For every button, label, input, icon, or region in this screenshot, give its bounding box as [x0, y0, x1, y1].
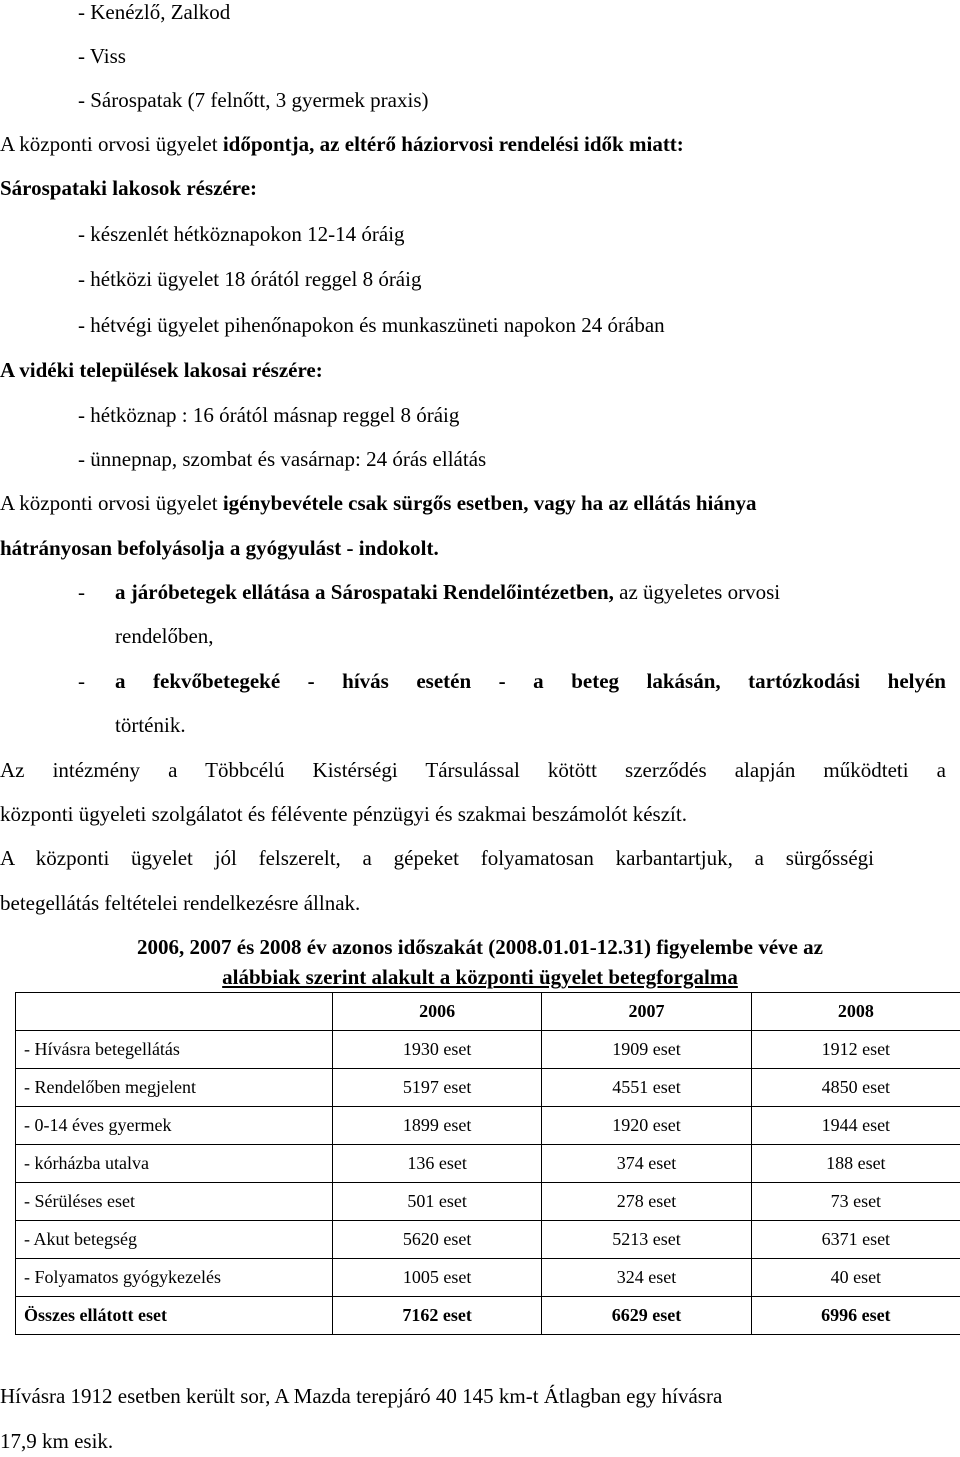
list-item-hetvegi-ugyelet: - hétvégi ügyelet pihenőnapokon és munkaszüneti napokon 24 órában	[78, 313, 665, 337]
table-cell: 5620 eset	[333, 1221, 542, 1259]
table-cell: 374 eset	[542, 1145, 751, 1183]
heading-videki-lakosok: A vidéki települések lakosai részére:	[0, 358, 323, 382]
table-header-row	[16, 993, 960, 1031]
table-cell: 40 eset	[751, 1259, 960, 1297]
list-item-hetkozi-ugyelet: - hétközi ügyelet 18 órától reggel 8 óráig	[78, 267, 422, 291]
table-cell: 188 eset	[751, 1145, 960, 1183]
paragraph-intezmeny: Az intézmény a Többcélú Kistérségi Társulással kötött szerződés alapján működteti a	[0, 758, 946, 782]
table-header-2006: 2006	[333, 993, 542, 1031]
paragraph-intezmeny-cont: központi ügyeleti szolgálatot és félévente pénzügyi és szakmai beszámolót készít.	[0, 802, 687, 826]
table-cell: 278 eset	[542, 1183, 751, 1221]
table-row	[16, 1031, 960, 1069]
bullet-dash: -	[78, 580, 85, 604]
table-cell: 73 eset	[751, 1183, 960, 1221]
paragraph-felszereles-cont: betegellátás feltételei rendelkezésre állnak.	[0, 891, 361, 915]
paragraph-bold-text: igénybevétele csak sürgős esetben, vagy ha az ellátás hiánya	[222, 491, 757, 515]
paragraph-igenybevetel	[0, 491, 757, 516]
paragraph-bold-text: időpontja, az eltérő háziorvosi rendelési idők miatt:	[222, 132, 684, 156]
paragraph-felszereles: A központi ügyelet jól felszerelt, a gépeket folyamatosan karbantartjuk, a sürgősségi	[0, 846, 874, 870]
bullet-jarobetegek-cont: rendelőben,	[115, 624, 214, 648]
table-cell-label: - Akut betegség	[16, 1221, 333, 1259]
bullet-fekvobetegek-cont: történik.	[115, 713, 186, 737]
bullet-bold-text: a járóbetegek ellátása a Sárospataki Rendelőintézetben,	[115, 580, 614, 604]
bullet-jarobetegek	[115, 580, 780, 605]
table-cell: 1909 eset	[542, 1031, 751, 1069]
table-cell-label: - kórházba utalva	[16, 1145, 333, 1183]
table-cell: 324 eset	[542, 1259, 751, 1297]
table-row	[16, 1221, 960, 1259]
paragraph-text: A központi orvosi ügyelet	[0, 491, 223, 515]
list-item-keszenlet: - készenlét hétköznapokon 12-14 óráig	[78, 222, 405, 246]
table-row	[16, 1259, 960, 1297]
table-cell: 1899 eset	[333, 1107, 542, 1145]
list-item-kenezlo: - Kenézlő, Zalkod	[78, 0, 231, 24]
table-cell: 1944 eset	[751, 1107, 960, 1145]
table-cell: 4551 eset	[542, 1069, 751, 1107]
table-header-empty	[16, 993, 333, 1031]
table-row	[16, 1183, 960, 1221]
table-row	[16, 1069, 960, 1107]
bullet-dash: -	[78, 669, 85, 693]
table-cell: 6996 eset	[751, 1297, 960, 1335]
table-cell: 1912 eset	[751, 1031, 960, 1069]
table-cell: 4850 eset	[751, 1069, 960, 1107]
paragraph-igenybevetel-cont: hátrányosan befolyásolja a gyógyulást - indokolt.	[0, 536, 439, 560]
table-header-2008: 2008	[751, 993, 960, 1031]
bullet-fekvobetegek: a fekvőbetegeké - hívás esetén - a beteg lakásán, tartózkodási helyén	[115, 669, 946, 693]
table-cell: 136 eset	[333, 1145, 542, 1183]
list-item-sarospatak: - Sárospatak (7 felnőtt, 3 gyermek praxis)	[78, 88, 429, 112]
table-cell: 5197 eset	[333, 1069, 542, 1107]
list-item-viss: - Viss	[78, 44, 126, 68]
table-cell-label: - Rendelőben megjelent	[16, 1069, 333, 1107]
table-cell: 6371 eset	[751, 1221, 960, 1259]
bullet-text: az ügyeletes orvosi	[613, 580, 781, 604]
paragraph-text: A központi orvosi ügyelet	[0, 132, 223, 156]
heading-sarospataki-lakosok: Sárospataki lakosok részére:	[0, 176, 258, 200]
table-cell: 7162 eset	[333, 1297, 542, 1335]
table-cell-label: - Folyamatos gyógykezelés	[16, 1259, 333, 1297]
table-cell: 5213 eset	[542, 1221, 751, 1259]
table-cell-label: - Hívásra betegellátás	[16, 1031, 333, 1069]
table-row	[16, 1107, 960, 1145]
betegforgalom-table	[15, 992, 960, 1335]
table-title-line1: 2006, 2007 és 2008 év azonos időszakát (2008.01.01-12.31) figyelembe véve az	[137, 935, 823, 959]
table-header-2007: 2007	[542, 993, 751, 1031]
table-title-line2: alábbiak szerint alakult a központi ügyelet betegforgalma	[222, 965, 738, 989]
table-cell-label: - 0-14 éves gyermek	[16, 1107, 333, 1145]
list-item-hetkoznap: - hétköznap : 16 órától másnap reggel 8 óráig	[78, 403, 460, 427]
table-cell: 1930 eset	[333, 1031, 542, 1069]
footer-text-line2: 17,9 km esik.	[0, 1429, 114, 1453]
table-total-row	[16, 1297, 960, 1335]
table-cell: 1005 eset	[333, 1259, 542, 1297]
table-cell: 6629 eset	[542, 1297, 751, 1335]
table-cell: 1920 eset	[542, 1107, 751, 1145]
table-row	[16, 1145, 960, 1183]
table-cell: 501 eset	[333, 1183, 542, 1221]
table-cell-label: - Sérüléses eset	[16, 1183, 333, 1221]
list-item-unnepnap: - ünnepnap, szombat és vasárnap: 24 órás ellátás	[78, 447, 487, 471]
table-cell-label: Összes ellátott eset	[16, 1297, 333, 1335]
footer-text-line1: Hívásra 1912 esetben került sor, A Mazda terepjáró 40 145 km-t Átlagban egy hívásra	[0, 1384, 723, 1408]
paragraph-ugyelet-idopont	[0, 132, 684, 157]
